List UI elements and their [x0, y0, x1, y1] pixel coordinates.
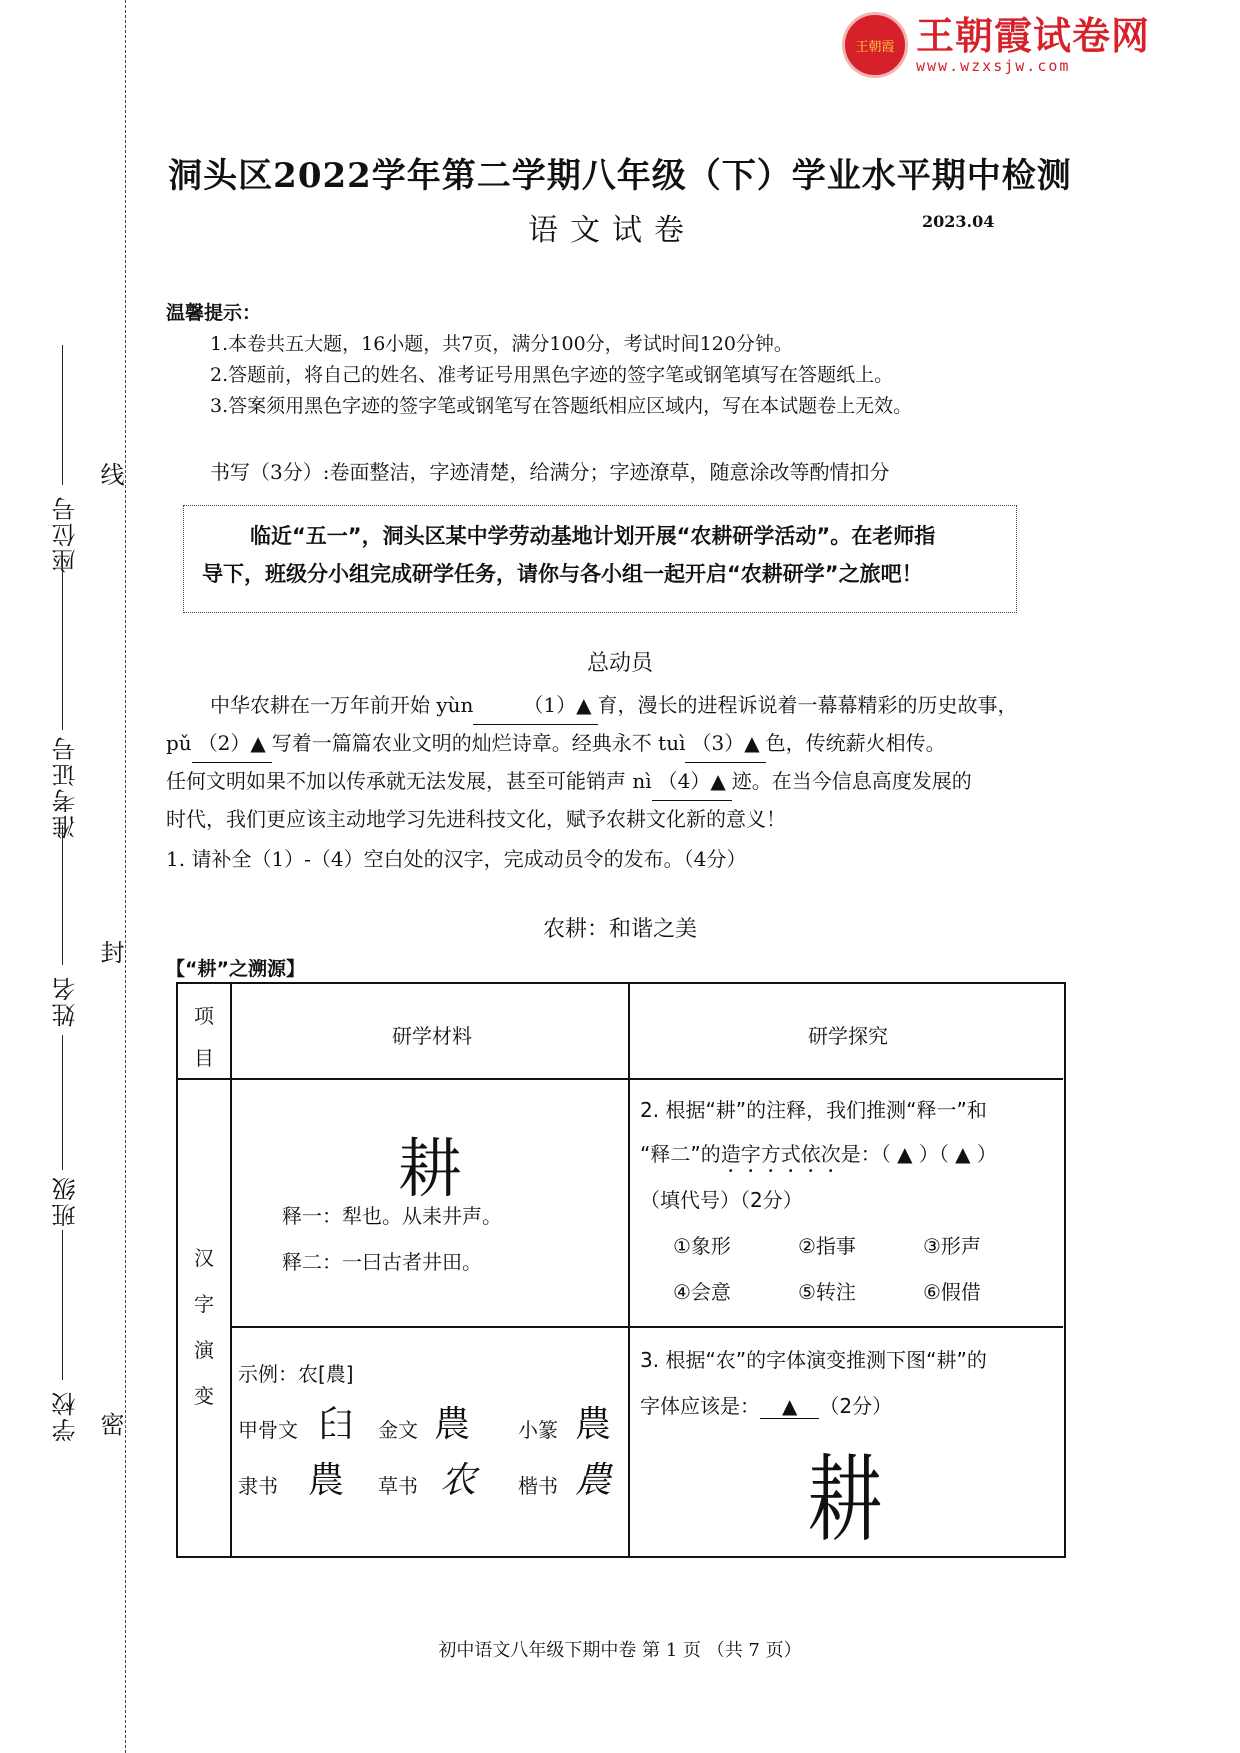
explain-1: 释一：犁也。从耒井声。 — [282, 1204, 502, 1228]
binding-dashed-line — [125, 0, 126, 1753]
option[interactable]: ⑥假借 — [923, 1280, 981, 1304]
exam-date: 2023.04 — [922, 212, 995, 231]
text: 字体应该是： — [640, 1394, 760, 1418]
table-rule — [178, 1078, 1063, 1080]
seal-seal-mark: 封 — [96, 940, 124, 964]
col-explore: 研学探究 — [808, 1024, 888, 1048]
site-logo[interactable] — [842, 12, 1150, 78]
script-label: 隶书 — [238, 1474, 278, 1498]
emphasis-text: 造字方式依次 — [720, 1142, 841, 1166]
bronze-glyph: 農 — [434, 1404, 471, 1445]
row-label-char: 字 — [194, 1292, 214, 1316]
writing-note: 书写（3分）:卷面整洁，字迹清楚，给满分；字迹潦草，随意涂改等酌情扣分 — [210, 460, 890, 484]
blank-4[interactable]: （4）▲ — [652, 763, 732, 801]
text: 色，传统薪火相传。 — [765, 731, 946, 755]
seal-secret-mark: 密 — [96, 1412, 124, 1436]
seat-number-label: 座位号 — [52, 495, 80, 573]
col-material: 研学材料 — [392, 1024, 472, 1048]
exam-subtitle: 语文试卷 — [528, 213, 696, 248]
row-label-char: 汉 — [194, 1246, 214, 1270]
text: 中华农耕在一万年前开始 yùn — [210, 693, 474, 717]
text: （2分） — [819, 1394, 893, 1418]
name-blank[interactable] — [62, 825, 63, 965]
section-heading-mobilize: 总动员 — [586, 651, 653, 676]
text: 迹。在当今信息高度发展的 — [731, 769, 972, 793]
logo-badge-icon: 王朝霞 — [842, 12, 908, 78]
logo-url: www.wzxsjw.com — [916, 57, 1071, 75]
class-label: 班级 — [52, 1175, 80, 1227]
table-rule — [230, 1078, 232, 1556]
seal-script-geng-glyph: 耕 — [807, 1446, 883, 1555]
school-label: 学校 — [52, 1390, 80, 1442]
seal-glyph: 農 — [575, 1404, 612, 1445]
script-label: 楷书 — [518, 1474, 558, 1498]
exam-id-label: 准考证号 — [52, 735, 80, 839]
text: 写着一篇篇农业文明的灿烂诗章。经典永不 tuì — [271, 731, 686, 755]
page-footer: 初中语文八年级下期中卷 第 1 页 （共 7 页） — [438, 1640, 802, 1661]
exam-title: 洞头区2022学年第二学期八年级（下）学业水平期中检测 — [168, 156, 1072, 196]
script-label: 小篆 — [518, 1418, 558, 1442]
table-heading: 【“耕”之溯源】 — [166, 958, 305, 980]
section-heading-harmony: 农耕：和谐之美 — [542, 917, 697, 942]
intro-line-1: 临近“五一”，洞头区某中学劳动基地计划开展“农耕研学活动”。在老师指 — [250, 524, 936, 548]
option[interactable]: ④会意 — [673, 1280, 731, 1304]
school-blank[interactable] — [62, 1230, 63, 1380]
script-label: 金文 — [378, 1418, 418, 1442]
mobilize-paragraph — [166, 687, 1086, 838]
answer-blank[interactable]: ▲ — [760, 1394, 819, 1419]
script-label: 草书 — [378, 1474, 418, 1498]
intro-line-2: 导下，班级分小组完成研学任务，请你与各小组一起开启“农耕研学”之旅吧！ — [202, 562, 923, 586]
logo-name: 王朝霞试卷网 — [916, 14, 1151, 58]
text: “释二”的 — [640, 1142, 721, 1166]
question-3-line-2 — [640, 1390, 892, 1419]
cursive-glyph: 农 — [440, 1460, 477, 1501]
class-blank[interactable] — [62, 1035, 63, 1170]
option[interactable]: ①象形 — [673, 1234, 731, 1258]
seat-number-blank[interactable] — [62, 345, 63, 485]
name-label: 姓名 — [52, 975, 80, 1027]
row-label-char: 演 — [194, 1338, 214, 1362]
oracle-glyph: 𦥑 — [318, 1404, 355, 1445]
text: 时代，我们更应该主动地学习先进科技文化，赋予农耕文化新的意义！ — [166, 807, 786, 831]
question-2-line-1: 2. 根据“耕”的注释，我们推测“释一”和 — [640, 1098, 987, 1122]
table-rule — [230, 1326, 1063, 1328]
text: 育，漫长的进程诉说着一幕幕精彩的历史故事， — [597, 693, 1018, 717]
blank-3[interactable]: （3）▲ — [685, 725, 765, 763]
script-label: 甲骨文 — [238, 1418, 298, 1442]
tip-item: 1.本卷共五大题，16小题，共7页，满分100分，考试时间120分钟。 — [210, 333, 793, 355]
question-2-line-3: （填代号）（2分） — [640, 1188, 803, 1212]
option[interactable]: ⑤转注 — [798, 1280, 856, 1304]
research-table — [176, 982, 1066, 1558]
clerical-glyph: 農 — [308, 1460, 345, 1501]
seal-line-mark: 线 — [96, 462, 124, 486]
table-rule — [628, 984, 630, 1556]
blank-2[interactable]: （2）▲ — [192, 725, 272, 763]
row-label-char: 变 — [194, 1384, 214, 1408]
option[interactable]: ②指事 — [798, 1234, 856, 1258]
exam-id-blank[interactable] — [62, 555, 63, 730]
tip-item: 3.答案须用黑色字迹的签字笔或钢笔写在答题纸相应区域内，写在本试题卷上无效。 — [210, 395, 913, 417]
table-rule — [230, 984, 232, 1078]
tip-item: 2.答题前，将自己的姓名、准考证号用黑色字迹的签字笔或钢笔填写在答题纸上。 — [210, 364, 894, 386]
col-item-2: 目 — [194, 1046, 214, 1070]
tips-heading: 温馨提示： — [166, 302, 262, 324]
col-item-1: 项 — [194, 1004, 214, 1028]
option[interactable]: ③形声 — [923, 1234, 981, 1258]
text: pǔ — [166, 731, 192, 755]
blank-1[interactable]: （1）▲ — [473, 687, 597, 725]
question-3-line-1: 3. 根据“农”的字体演变推测下图“耕”的 — [640, 1348, 987, 1372]
example-label: 示例：农[農] — [238, 1362, 354, 1386]
regular-glyph: 農 — [575, 1460, 612, 1501]
explain-2: 释二：一曰古者井田。 — [282, 1250, 482, 1274]
text: 任何文明如果不加以传承就无法发展，甚至可能销声 nì — [166, 769, 652, 793]
intro-box — [183, 505, 1017, 613]
question-1: 1. 请补全（1）-（4）空白处的汉字，完成动员令的发布。（4分） — [166, 847, 747, 871]
text: 是：（ ▲ ）（ ▲ ） — [840, 1142, 997, 1166]
big-character-geng: 耕 — [398, 1133, 462, 1207]
question-2-line-2 — [640, 1138, 997, 1177]
